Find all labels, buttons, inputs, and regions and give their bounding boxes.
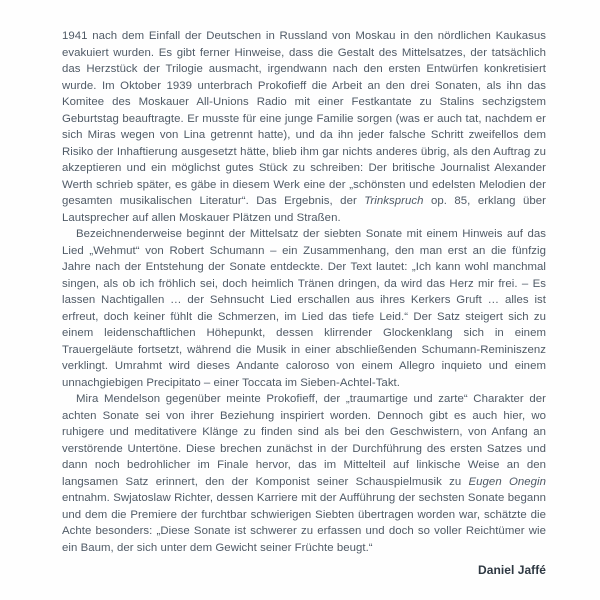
text-run: entnahm. Swjatoslaw Richter, dessen Karriere mit der Aufführung der sechsten Sonate begann und dem die Premiere der furchtbar schwierigen Siebten übertragen worden war, schätzte die Achte besonders: „Diese Sonate ist schwerer zu erfassen und doch so voller Reichtümer wie ein Baum, der sich unter dem Gewicht seiner Früchte beugt.“ [62, 492, 546, 554]
text-run: Mira Mendelson gegenüber meinte Prokofieff, der „traumartige und zarte“ Charakter der achten Sonate sei von ihrer Beziehung inspiriert worden. Dennoch gibt es auch hier, wo ruhigere und meditativere Klänge zu finden sind als bei den Geschwistern, von Anfang an verstörende Untertöne. Diese brechen zunächst in der Durchführung des ersten Satzes und dann noch bedrohlicher im Finale hervor, das im Mittelteil auf linkische Weise an den langsamen Satz erinnert, den der Komponist seiner Schauspielmusik zu [62, 393, 546, 488]
author-signature: Daniel Jaffé [478, 563, 546, 577]
italic-text-run: Trinkspruch [364, 195, 424, 207]
body-text [62, 28, 546, 579]
italic-text-run: Eugen Onegin [468, 475, 546, 488]
text-run: 1941 nach dem Einfall der Deutschen in Russland von Moskau in den nördlichen Kaukasus evakuiert wurden. Es gibt ferner Hinweise, dass die Gestalt des Mittelsatzes, der tatsächlich das Herzstück der Trilogie ausmacht, irgendwann nach den ersten Entwürfen konkretisiert wurde. Im Oktober 1939 unterbrach Prokofieff die Arbeit an den drei Sonaten, als ihn das Komitee des Moskauer All-Unions Radio mit einer Festkantate zu Stalins sechzigstem Geburtstag beauftragte. Er musste für eine junge Familie sorgen (was er auch tat, nachdem er sich Miras wegen von Lina getrennt hatte), und da ihn jeder falsche Schritt zweifellos dem Risiko der Inhaftierung ausgesetzt hätte, blieb ihm gar nichts anderes übrig, als den Auftrag zu akzeptieren und ein möglichst gutes Stück zu schreiben: Der britische Journalist Alexander Werth schrieb später, es gäbe in diesem Werk eine der „schönsten und edelsten Melodien der gesamten musikalischen Literatur“. Das Ergebnis, der [62, 30, 546, 207]
text-run: op. 85, erklang über Lautsprecher auf allen Moskauer Plätzen und Straßen. [62, 195, 547, 224]
paragraph [62, 28, 546, 226]
text-run: Bezeichnenderweise beginnt der Mittelsatz der siebten Sonate mit einem Hinweis auf das Lied „Wehmut“ von Robert Schumann – ein Zusammenhang, den man erst an die fünfzig Jahre nach der Entstehung der Sonate entdeckte. Der Text lautet: „Ich kann wohl manchmal singen, als ob ich fröhlich sei, doch heimlich Tränen dringen, da wird das Herz mir frei. – Es lassen Nachtigallen … der Sehnsucht Lied erschallen aus ihres Kerkers Gruft … alles ist erfreut, doch keiner fühlt die Schmerzen, im Lied das tiefe Leid.“ Der Satz steigert sich zu einem leidenschaftlichen Höhepunkt, dessen klirrender Glockenklang sich in einem Trauergeläute fortsetzt, während die Musik in einer abschließenden Schumann-Reminiszenz verklingt. Umrahmt wird dieses Andante caloroso von einem Allegro inquieto und einem unnachgiebigen Precipitato – einer Toccata im Sieben-Achtel-Takt. [62, 228, 546, 389]
paragraph [62, 226, 546, 391]
paragraph [62, 391, 546, 556]
